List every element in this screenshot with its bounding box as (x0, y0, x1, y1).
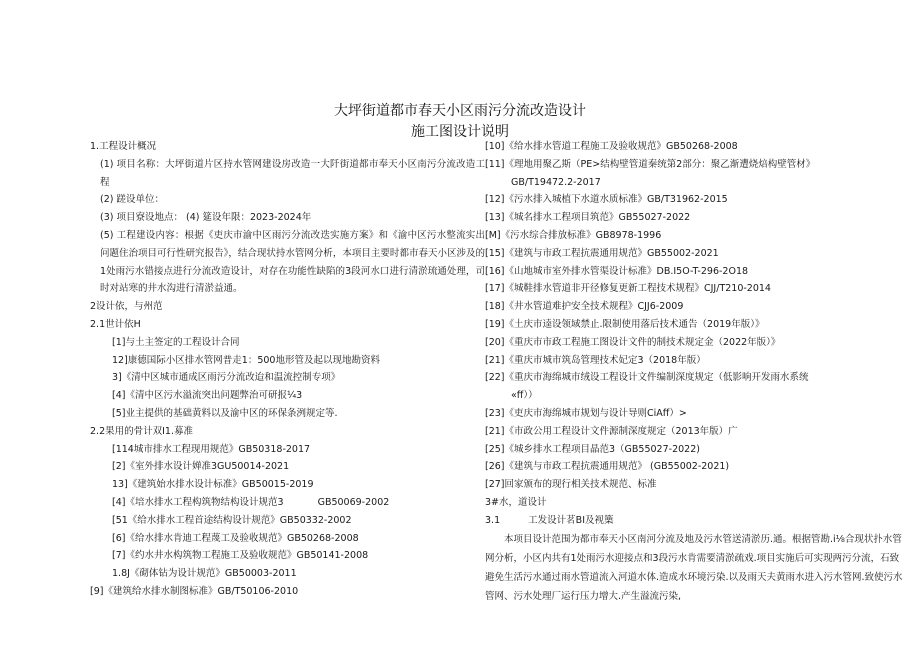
section-heading: 1.工程设计概况 (90, 141, 157, 152)
subsection-number: 3.1 (485, 514, 501, 526)
standard-item: [19]《土庆市逵设领域禁止.限制使用落后技术通告（2019年版）》 (485, 318, 765, 330)
subsection-heading (485, 512, 905, 530)
standard-item (90, 494, 485, 512)
construction-content: (5) 工程建设内容：根据《吏庆市渝中区雨污分流改迭实施方案》和《渝中区污水整流实出问题住治项目可行性研究报告》，结合现状持水管网分析，本项目主要时都市春天小区涉及的1处雨污水错接点进行分流改造设计，对存在功能性缺陷的3段河水口进行清淤琉通处理，司时对站寒的井水沟进行清淤益通。 (100, 229, 485, 295)
standard-item: [18]《井水管道难护安全技术规程》CJJ6-2009 (485, 301, 684, 313)
standard-item: [15]《建筑与市政工程抗震通用规范》GB55002-2021 (485, 247, 719, 259)
standard-item: [51《给水排水工程首途结构设计规范》GB50332-2002 (112, 514, 352, 526)
standard-item: [7]《约水井水构筑物工程施工及验收规范》GB50141-2008 (112, 550, 369, 562)
standard-item: [23]《吏庆市海绵城市规划与设计导则CiAff）> (485, 407, 687, 419)
design-scope-paragraph: 本项目设计范围为都市奉天小区南河分流及地及污水管送清淤历.通。根据管勘.i⅛合现状扑水管网分析，小区内共有1处雨污水迎接点和3段污水肯需要清淤疏戏.项目实施后可实现两污分流，石致避免生活污水通过雨水管道流入河道水体.造成水环境污染.以及雨天夫黄雨水进入污水管网.致使污水管网、污水处理厂运行压力增大.产生溢流污染, (485, 533, 903, 602)
standard-item: [13]《城名排水工程项目筑范》GB55027-2022 (485, 212, 691, 224)
standard-code: GB50069-2002 (317, 496, 390, 508)
standard-title: [4]《培水排水工程构筑物结构设计规范3 (112, 496, 284, 508)
subsection-title: 工发设计茗BI及视篥 (528, 514, 614, 526)
standard-code: GB/T19472.2-2017 (511, 176, 601, 188)
right-column (485, 138, 905, 606)
standard-item: [22]《重庆市海绵城市绒设工程设计文件编制深度规定（低影响开发雨水系统 (485, 372, 809, 384)
standard-item: [27]回家颁布的现行相关技术规范、标准 (485, 479, 657, 491)
standard-item: [10]《给水排水管道工程施工及验收规范》GB50268-2008 (485, 141, 738, 152)
standard-item: [6]《给水排水肯迪工程蔑工及验收规范》GB50268-2008 (112, 532, 359, 544)
section-heading: 3#水，道设计 (485, 496, 547, 508)
standard-item: [114城市排水工程现用规范》GB50318-2017 (112, 443, 311, 455)
document-title: 大坪街道都市春天小区雨污分流改造设计 (334, 103, 586, 119)
standard-item: [21]《市政公用工程设计文件源制深度规定（2013年版）广 (485, 425, 738, 437)
standard-item: [21]《重庆市城市筑岛管理技术妃定3（2018年版） (485, 354, 706, 366)
basis-item: [5]业主提供的基础黄料以及渝中区的环保条洌规定等. (112, 407, 338, 419)
basis-item: 3]《清中区城市通成区雨污分流改迨和温流控制专项》 (112, 372, 341, 384)
standard-item: [11]《理地用聚乙斯（PE>结构壁管道秦统第2部分：聚乙渐遭烧焙构壁管材》 (485, 158, 816, 170)
standard-item: [20]《重庆市市政工程施工图设计文件的制技术规定金（2022年版）》 (485, 336, 781, 348)
standard-item: [25]《城乡排水工程项目晶范3（GB55027-2022) (485, 443, 700, 455)
standard-item: [17]《城鞋排水管道非开径修复更新工程技术规程》CJJ/T210-2014 (485, 283, 771, 295)
standard-item: [M]《污水综合排放标准》GB8978-1996 (485, 229, 662, 241)
basis-item: 12]康德国际小区排水管网普走1：500地形管及起以现地勘资料 (112, 354, 380, 366)
basis-item: [4]《清中区污水溢流突出问题弊治可研报¼3 (112, 390, 303, 402)
standard-item: [16]《山地城市室外排水管渠设计标准》DB.I5O-T-296-2O18 (485, 265, 749, 277)
standard-item: [26]《建筑与市政工程抗震通用规范》 (GB55002-2021) (485, 461, 730, 473)
construction-unit: (2) 蹉设单位： (100, 194, 164, 206)
standard-item: [2]《室外排水设计婵准3GU50014-2021 (112, 461, 290, 473)
basis-item: [1]与土主签定的工程设计合同 (112, 336, 240, 348)
standard-item: 13]《建筑始水排水设计标准》GB50015-2019 (112, 479, 314, 491)
subsection-heading: 2.1世计依H (90, 318, 141, 330)
project-location-period: (3) 项目寮设地点： (4) 筵设年限：2023-2024年 (100, 212, 312, 224)
subsection-heading: 2.2果用的骨计双I1.募准 (90, 425, 193, 437)
section-heading: 2设计依，与州范 (90, 301, 163, 313)
document-subtitle: 施工图设计说明 (411, 124, 509, 140)
standard-item-continued: «ff）） (511, 390, 538, 402)
standard-item: [9]《建筑给水排水制图标准》GB/T50106-2010 (90, 585, 299, 597)
project-name: (1) 项目名称：大坪街道片区持水管网建设房改造一大阡街道都市奉天小区南污分流改造工程 (100, 158, 485, 188)
standard-item: 1.8J《砌体钻为设计规范》GB50003-2011 (112, 568, 297, 580)
standard-item: [12]《污水排入城植下水道水质标准》GB/T31962-2015 (485, 194, 728, 206)
left-column (90, 138, 485, 601)
